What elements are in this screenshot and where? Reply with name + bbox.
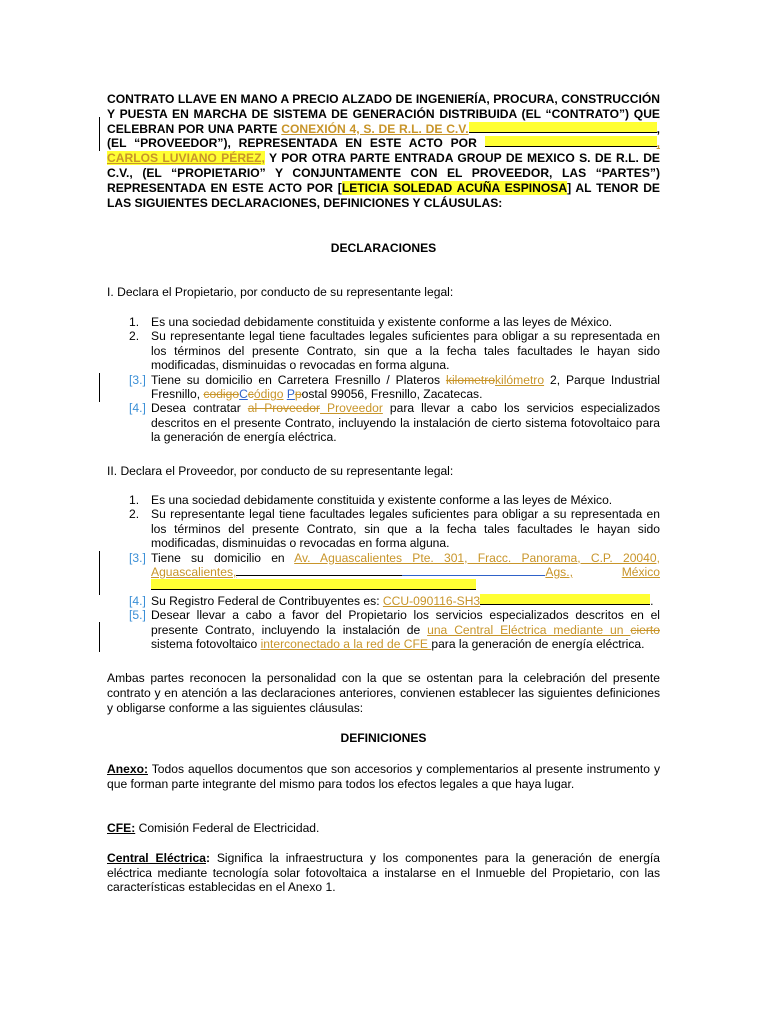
definition-text: Todos aquellos documentos que son accesorios y complementarios al presente instrumento y que forman parte integrante del mismo para todos los efectos legales a que haya lugar. [107, 762, 660, 791]
item-number: [4.] [129, 593, 146, 608]
item-text: Su representante legal tiene facultades legales suficientes para obligar a su representada en los términos del presente Contrato, sin que a la fecha tales facultades le hayan sido modificadas, disminuidas o revocadas en forma alguna. [151, 507, 660, 551]
ambas-paragraph: Ambas partes reconocen la personalidad con la que se ostentan para la celebración del presente contrato y en atención a las declaraciones anteriores, convienen establecer las siguientes definiciones y obligarse conforme a las siguientes cláusulas: [107, 671, 660, 715]
list-item [107, 594, 660, 608]
inserted-text: P [286, 387, 295, 402]
list-item [107, 551, 660, 594]
blank-line [485, 136, 657, 147]
item-text: ostal 99056, Fresnillo, Zacatecas. [301, 387, 483, 402]
definition-anexo [107, 762, 660, 791]
declaraciones-heading: DECLARACIONES [330, 241, 437, 255]
deleted-text: cierto [630, 622, 660, 637]
title-text: , (EL “PROVEEDOR”), REPRESENTADA EN ESTE ACTO POR [107, 121, 660, 151]
change-bar [99, 551, 100, 595]
item-text: para la generación de energía eléctrica. [431, 637, 645, 652]
definition-term: Central Eléctrica [107, 851, 206, 865]
deleted-text: al Proveedor [247, 401, 321, 416]
deleted-text: codigo [203, 387, 240, 402]
item-number: [3.] [129, 372, 146, 387]
title-comma: , [656, 136, 660, 151]
item-number: [5.] [129, 608, 146, 623]
list-item [107, 373, 660, 402]
section1-list [107, 315, 660, 445]
change-bar [99, 117, 100, 151]
item-number: [4.] [129, 401, 146, 416]
representative-name: CARLOS LUVIANO PÉREZ, [107, 151, 265, 166]
item-text: Tiene su domicilio en Carretera Fresnillo / Plateros [151, 372, 446, 387]
inserted-text: C [239, 387, 248, 402]
blank-line [480, 594, 650, 605]
item-text: Desea contratar [151, 401, 248, 416]
definition-colon: : [205, 851, 210, 865]
company-name: CONEXIÓN 4, S. DE R.L. DE C.V. [281, 121, 469, 136]
blank-line [251, 579, 476, 590]
section2-intro: II. Declara el Proveedor, por conducto de su representante legal: [107, 464, 454, 478]
inserted-text: interconectado a la red de CFE [260, 637, 432, 652]
inserted-text: CCU-090116-SH3 [382, 593, 481, 608]
item-number: 1. [129, 493, 140, 507]
title-text: CONTRATO LLAVE EN MANO A PRECIO ALZADO DE INGENIERÍA, PROCURA, CONSTRUCCIÓN Y PUESTA EN MARCHA DE SISTEMA DE GENERACIÓN DISTRIBUIDA (EL “CONTRATO”) QUE CELEBRAN POR UNA PARTE [107, 92, 660, 136]
inserted-text: kilómetro [495, 372, 545, 387]
inserted-text: Proveedor [320, 401, 383, 416]
item-text: . [650, 593, 654, 608]
definition-term: CFE: [107, 821, 136, 835]
inserted-text: ódigo [253, 387, 284, 402]
deleted-text: kilometro [445, 372, 495, 387]
contract-title [107, 92, 660, 210]
definition-text: Comisión Federal de Electricidad. [135, 821, 320, 835]
list-item [107, 507, 660, 550]
blank-line [469, 122, 657, 133]
inserted-text: México [621, 565, 660, 580]
inserted-text: Av. Aguascalientes Pte. 301, Fracc. Panorama, C.P. 20040, Aguascalientes, [151, 550, 660, 580]
list-item [107, 401, 660, 444]
section1-intro: I. Declara el Propietario, por conducto de su representante legal: [107, 285, 454, 299]
item-number: 2. [129, 329, 140, 344]
definition-text: Significa la infraestructura y los componentes para la generación de energía eléctrica mediante tecnología solar fotovoltaica a instalarse en el Inmueble del Propietario, con las características establecidas en el Anexo 1. [107, 851, 661, 895]
deleted-text: c [247, 387, 254, 402]
item-text: Tiene su domicilio en [151, 550, 295, 565]
item-text: Es una sociedad debidamente constituida y existente conforme a las leyes de México. [151, 315, 613, 329]
title-text: ] AL TENOR DE LAS SIGUIENTES DECLARACIONES, DEFINICIONES Y CLÁUSULAS: [107, 180, 660, 210]
inserted-text: una Central Eléctrica mediante un [427, 622, 631, 637]
definiciones-heading: DEFINICIONES [340, 731, 427, 745]
definition-term: Anexo: [107, 762, 148, 776]
item-text: sistema fotovoltaico [151, 637, 261, 652]
change-bar [99, 373, 100, 402]
list-item [107, 493, 660, 507]
list-item [107, 608, 660, 651]
title-text: Y POR OTRA PARTE ENTRADA GROUP DE MEXICO S. DE R.L. DE C.V., (EL “PROPIETARIO” Y CONJUNTAMENTE CON EL PROVEEDOR, LAS “PARTES”) REPRESENTADA EN ESTE ACTO POR [ [107, 151, 660, 195]
deleted-text: p [294, 387, 302, 402]
blank-line [402, 565, 545, 576]
item-text: Es una sociedad debidamente constituida y existente conforme a las leyes de México. [151, 493, 613, 507]
section2-list [107, 493, 660, 651]
item-text: Su representante legal tiene facultades legales suficientes para obligar a su representada en los términos del presente Contrato, sin que a la fecha tales facultades le hayan sido modificadas, disminuidas o revocadas en forma alguna. [151, 329, 660, 373]
definition-central [107, 851, 660, 895]
definition-cfe [107, 821, 660, 836]
item-text: Su Registro Federal de Contribuyentes es: [151, 593, 383, 608]
item-number: 2. [129, 507, 140, 522]
inserted-text: Ags., [545, 565, 573, 580]
owner-representative: LETICIA SOLEDAD ACUÑA ESPINOSA [341, 180, 568, 195]
item-text: 2, Parque Industrial Fresnillo, [151, 372, 660, 402]
item-number: [3.] [129, 550, 146, 565]
list-item [107, 329, 660, 372]
item-text: Desear llevar a cabo a favor del Propietario los servicios especializados descritos en el presente Contrato, incluyendo la instalación de [151, 608, 660, 637]
list-item [107, 315, 660, 329]
item-text: para llevar a cabo los servicios especializados descritos en el presente Contrato, incluyendo la instalación de cierto sistema fotovoltaico para la generación de energía eléctrica. [151, 401, 660, 445]
blank-line [236, 565, 402, 576]
item-number: 1. [129, 315, 140, 329]
change-bar [99, 622, 100, 652]
blank-line [151, 579, 251, 590]
